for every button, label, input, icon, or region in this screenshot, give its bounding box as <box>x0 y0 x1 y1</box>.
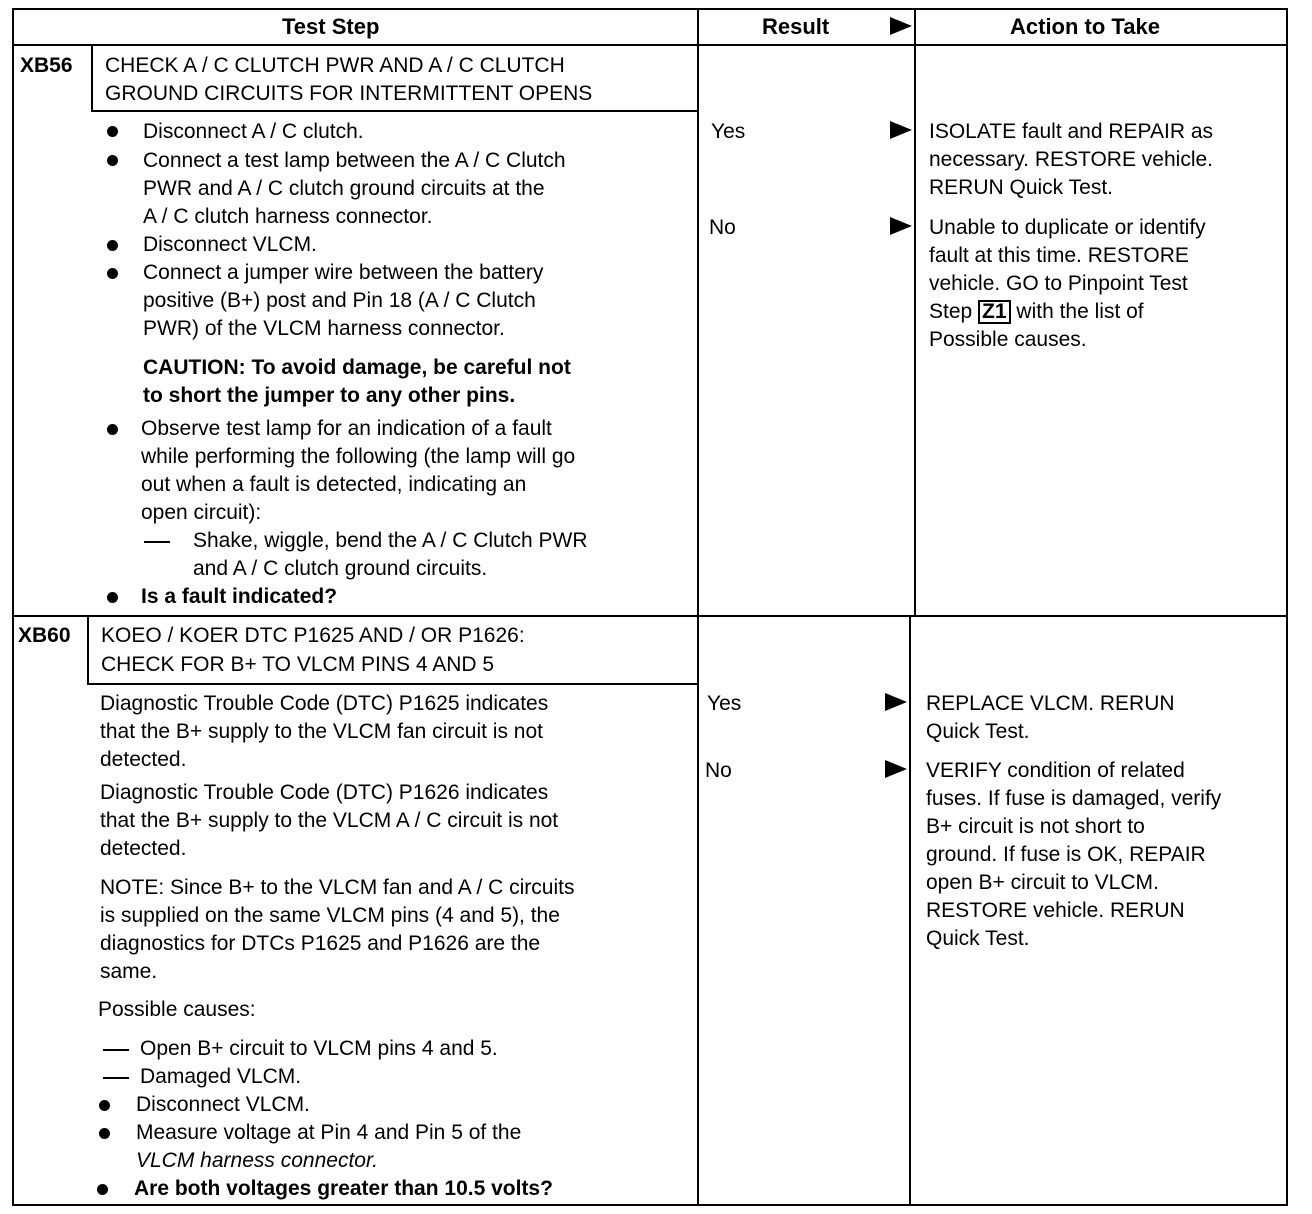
step-title-line: CHECK FOR B+ TO VLCM PINS 4 AND 5 <box>101 653 495 676</box>
sub-instruction: Shake, wiggle, bend the A / C Clutch PWR <box>193 529 588 552</box>
pinpoint-step-link[interactable]: Z1 <box>978 300 1011 324</box>
action-no: open B+ circuit to VLCM. <box>926 871 1159 894</box>
result-yes: Yes <box>707 692 742 715</box>
header-result: Result <box>762 14 830 39</box>
step-title-underline <box>91 110 698 112</box>
dtc-description: that the B+ supply to the VLCM fan circuit is not <box>100 720 543 743</box>
bullet-icon <box>99 1100 110 1111</box>
action-no: Unable to duplicate or identify <box>929 216 1206 239</box>
step-instruction: Disconnect VLCM. <box>136 1093 310 1116</box>
step-title-line: GROUND CIRCUITS FOR INTERMITTENT OPENS <box>105 82 593 105</box>
step-title-line: KOEO / KOER DTC P1625 AND / OR P1626: <box>101 624 525 647</box>
step-title-line: CHECK A / C CLUTCH PWR AND A / C CLUTCH <box>105 54 565 77</box>
dash-icon <box>103 1049 129 1051</box>
header-action: Action to Take <box>1010 14 1160 39</box>
step-instruction: A / C clutch harness connector. <box>143 205 433 228</box>
caution-text: CAUTION: To avoid damage, be careful not <box>143 356 571 379</box>
bullet-icon <box>107 126 118 137</box>
action-no: ground. If fuse is OK, REPAIR <box>926 843 1206 866</box>
action-yes: RERUN Quick Test. <box>929 176 1113 199</box>
step-instruction: while performing the following (the lamp will go <box>141 445 576 468</box>
note-text: same. <box>100 960 158 983</box>
result-yes: Yes <box>711 120 746 143</box>
action-no: VERIFY condition of related <box>926 759 1185 782</box>
action-no: fault at this time. RESTORE <box>929 244 1189 267</box>
action-yes: ISOLATE fault and REPAIR as <box>929 120 1214 143</box>
action-no: Quick Test. <box>926 927 1030 950</box>
step-instruction: VLCM harness connector. <box>136 1149 379 1172</box>
result-arrow-icon <box>885 760 907 778</box>
dash-icon <box>144 541 170 543</box>
step-instruction: Disconnect VLCM. <box>143 233 317 256</box>
step-instruction: out when a fault is detected, indicating an <box>141 473 527 496</box>
header-result-arrow-icon <box>890 17 912 35</box>
result-arrow-icon <box>890 121 912 139</box>
result-arrow-icon <box>885 693 907 711</box>
action-no-step-line <box>929 298 1144 326</box>
row-divider <box>12 615 1288 617</box>
step-instruction: Observe test lamp for an indication of a fault <box>141 417 552 440</box>
column-divider-result <box>697 8 699 1206</box>
step-instruction: positive (B+) post and Pin 18 (A / C Clutch <box>143 289 536 312</box>
header-divider <box>12 44 1288 46</box>
action-no: vehicle. GO to Pinpoint Test <box>929 272 1188 295</box>
possible-cause: Damaged VLCM. <box>140 1065 302 1088</box>
step-question: Are both voltages greater than 10.5 volts? <box>134 1177 553 1200</box>
action-no: Possible causes. <box>929 328 1087 351</box>
bullet-icon <box>97 1184 108 1195</box>
action-yes: necessary. RESTORE vehicle. <box>929 148 1213 171</box>
step-instruction: Connect a test lamp between the A / C Clutch <box>143 149 566 172</box>
sub-instruction: and A / C clutch ground circuits. <box>193 557 488 580</box>
action-yes: Quick Test. <box>926 720 1030 743</box>
action-no: fuses. If fuse is damaged, verify <box>926 787 1222 810</box>
step-id-divider <box>91 44 93 112</box>
action-no: B+ circuit is not short to <box>926 815 1145 838</box>
step-instruction: open circuit): <box>141 501 262 524</box>
header-test-step: Test Step <box>282 14 380 39</box>
possible-causes-label: Possible causes: <box>98 998 256 1021</box>
step-id-xb56: XB56 <box>20 54 73 77</box>
table-border-top <box>12 8 1288 10</box>
dtc-description: detected. <box>100 748 187 771</box>
result-no: No <box>705 759 732 782</box>
table-border-right <box>1286 8 1288 1206</box>
note-text: diagnostics for DTCs P1625 and P1626 are the <box>100 932 541 955</box>
step-instruction: Disconnect A / C clutch. <box>143 120 364 143</box>
bullet-icon <box>107 240 118 251</box>
note-text: is supplied on the same VLCM pins (4 and 5), the <box>100 904 560 927</box>
table-border-left <box>12 8 14 1206</box>
step-question: Is a fault indicated? <box>141 585 338 608</box>
dtc-description: that the B+ supply to the VLCM A / C circuit is not <box>100 809 559 832</box>
column-divider-action <box>914 8 916 616</box>
action-yes: REPLACE VLCM. RERUN <box>926 692 1175 715</box>
step-instruction: Measure voltage at Pin 4 and Pin 5 of the <box>136 1121 522 1144</box>
action-no: RESTORE vehicle. RERUN <box>926 899 1185 922</box>
dtc-description: Diagnostic Trouble Code (DTC) P1626 indicates <box>100 781 549 804</box>
caution-text: to short the jumper to any other pins. <box>143 384 516 407</box>
bullet-icon <box>107 155 118 166</box>
note-text: NOTE: Since B+ to the VLCM fan and A / C circuits <box>100 876 575 899</box>
bullet-icon <box>107 592 118 603</box>
column-divider-action <box>909 615 911 1206</box>
bullet-icon <box>99 1128 110 1139</box>
action-no-step-suffix: with the list of <box>1016 300 1144 323</box>
step-instruction: Connect a jumper wire between the battery <box>143 261 544 284</box>
result-arrow-icon <box>890 217 912 235</box>
result-no: No <box>709 216 736 239</box>
possible-cause: Open B+ circuit to VLCM pins 4 and 5. <box>140 1037 498 1060</box>
action-no-step-prefix: Step <box>929 300 973 323</box>
bullet-icon <box>107 268 118 279</box>
step-instruction: PWR and A / C clutch ground circuits at the <box>143 177 545 200</box>
dash-icon <box>103 1077 129 1079</box>
bullet-icon <box>107 424 118 435</box>
dtc-description: Diagnostic Trouble Code (DTC) P1625 indicates <box>100 692 549 715</box>
step-instruction: PWR) of the VLCM harness connector. <box>143 317 505 340</box>
step-id-xb60: XB60 <box>18 624 71 647</box>
dtc-description: detected. <box>100 837 187 860</box>
table-border-bottom <box>12 1204 1288 1206</box>
step-id-divider <box>87 615 89 685</box>
step-title-underline <box>87 683 698 685</box>
